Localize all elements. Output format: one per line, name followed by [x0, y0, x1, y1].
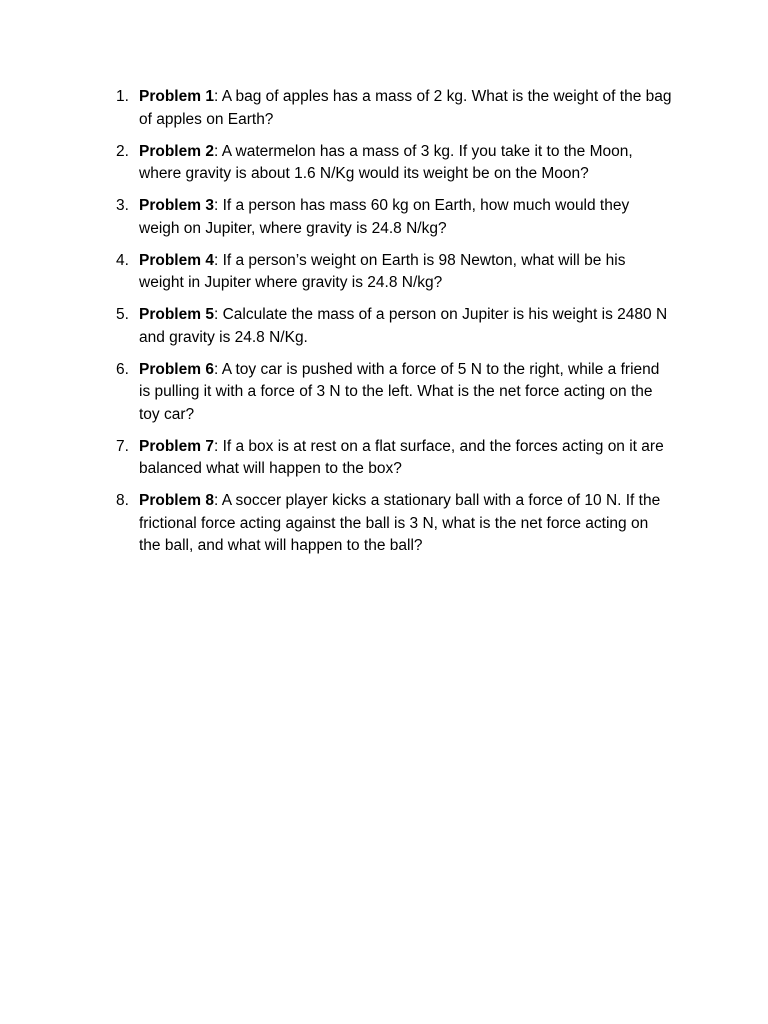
problem-text: : A watermelon has a mass of 3 kg. If you take it to the Moon, where gravity is about 1.6 N/Kg would its weight be on the Moon?: [139, 142, 633, 182]
problem-number: 6.: [116, 360, 129, 378]
problem-number: 4.: [116, 251, 129, 269]
problem-label: Problem 1: [139, 88, 214, 105]
problem-text: : If a person’s weight on Earth is 98 Newton, what will be his weight in Jupiter where gravity is 24.8 N/kg?: [139, 251, 626, 291]
problem-label: Problem 7: [139, 437, 214, 455]
problem-number: 7.: [116, 437, 129, 455]
problem-label: Problem 6: [139, 360, 214, 378]
problem-label: Problem 3: [139, 197, 214, 214]
problem-item-2: [110, 141, 672, 186]
problem-text: : A bag of apples has a mass of 2 kg. What is the weight of the bag of apples on Earth?: [139, 88, 672, 128]
problem-text: : If a box is at rest on a flat surface, and the forces acting on it are balanced what will happen to the box?: [139, 437, 664, 477]
problem-text: : A toy car is pushed with a force of 5 N to the right, while a friend is pulling it with a force of 3 N to the left. What is the net force acting on the toy car?: [139, 360, 660, 423]
problem-label: Problem 2: [139, 142, 214, 160]
problem-item-5: [110, 304, 672, 349]
problem-text: : Calculate the mass of a person on Jupiter is his weight is 2480 N and gravity is 24.8 N/Kg.: [139, 306, 668, 346]
problem-text: : If a person has mass 60 kg on Earth, how much would they weigh on Jupiter, where gravity is 24.8 N/kg?: [139, 197, 630, 237]
problem-label: Problem 8: [139, 492, 214, 509]
problem-text: : A soccer player kicks a stationary ball with a force of 10 N. If the frictional force acting against the ball is 3 N, what is the net force acting on the ball, and what will happen to the ball?: [139, 492, 661, 554]
problem-number: 8.: [116, 492, 129, 509]
problem-number: 2.: [116, 142, 129, 160]
problem-number: 5.: [116, 306, 129, 323]
problem-number: 3.: [116, 197, 129, 214]
problem-item-3: [110, 195, 672, 240]
problem-item-8: [110, 490, 672, 558]
problem-label: Problem 5: [139, 306, 214, 323]
problem-number: 1.: [116, 88, 129, 105]
problem-item-6: [110, 359, 672, 427]
problem-list: [110, 86, 672, 567]
problem-label: Problem 4: [139, 251, 214, 269]
problem-item-4: [110, 250, 672, 295]
problem-item-1: [110, 86, 672, 131]
problem-item-7: [110, 436, 672, 481]
